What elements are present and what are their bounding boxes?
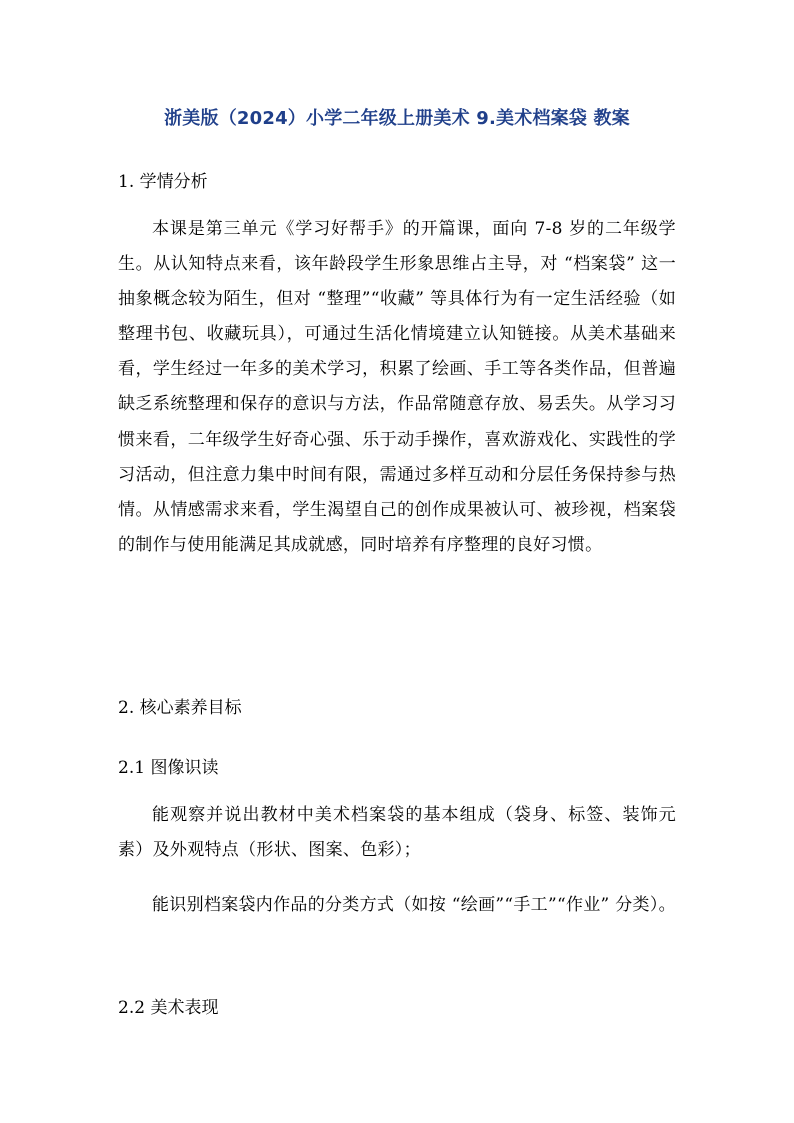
section-2-1-paragraph-2: 能识别档案袋内作品的分类方式（如按 “绘画”“手工”“作业” 分类）。 — [152, 895, 676, 915]
section-1-paragraph: 本课是第三单元《学习好帮手》的开篇课，面向 7-8 岁的二年级学生。从认知特点来看，该年龄段学生形象思维占主导，对 “档案袋” 这一抽象概念较为陌生，但对 “整理”“收藏” 等具体行为有一定生活经验（如整理书包、收藏玩具），可通过生活化情境建立认知链接。从美术基础来看，学生经过一年多的美术学习，积累了绘画、手工等各类作品，但普遍缺乏系统整理和保存的意识与方法，作品常随意存放、易丢失。从学习习惯来看，二年级学生好奇心强、乐于动手操作，喜欢游戏化、实践性的学习活动，但注意力集中时间有限，需通过多样互动和分层任务保持参与热情。从情感需求来看，学生渴望自己的创作成果被认可、被珍视，档案袋的制作与使用能满足其成就感，同时培养有序整理的良好习惯。 — [118, 219, 676, 555]
section-heading-2-2: 2.2 美术表现 — [118, 998, 219, 1018]
page-title: 浙美版（2024）小学二年级上册美术 9.美术档案袋 教案 — [164, 108, 630, 129]
section-heading-1: 1. 学情分析 — [118, 172, 208, 192]
section-heading-2-1: 2.1 图像识读 — [118, 758, 219, 778]
section-heading-2: 2. 核心素养目标 — [118, 698, 242, 718]
section-2-1-paragraph-1: 能观察并说出教材中美术档案袋的基本组成（袋身、标签、装饰元素）及外观特点（形状、图案、色彩）； — [118, 805, 676, 861]
